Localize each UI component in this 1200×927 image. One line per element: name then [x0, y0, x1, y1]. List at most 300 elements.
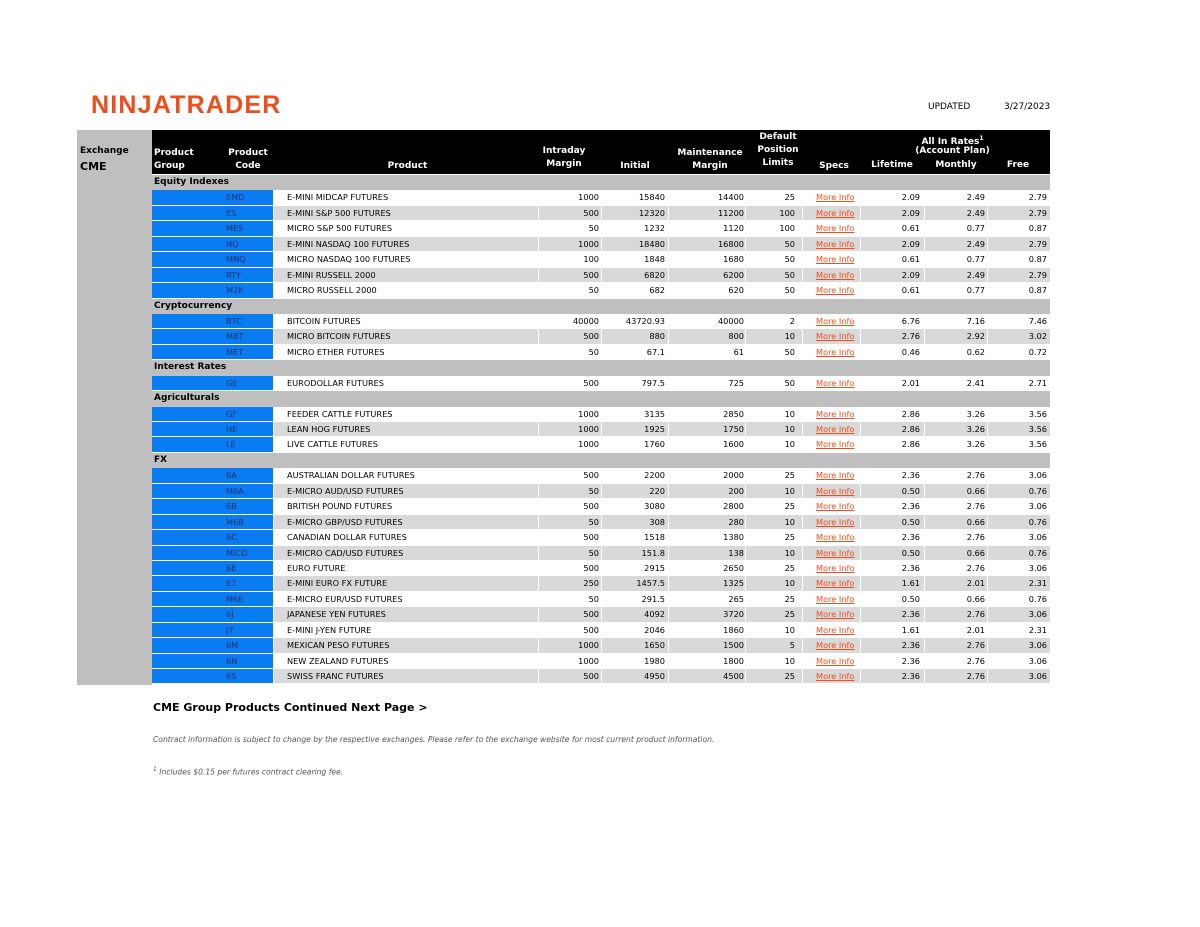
lifetime-rate-cell: 0.61 — [901, 285, 920, 296]
group-name: Cryptocurrency — [154, 300, 233, 311]
monthly-rate-cell: 2.01 — [966, 578, 985, 589]
table-row — [152, 546, 1050, 561]
column-divider — [273, 468, 274, 482]
more-info-link[interactable]: More Info — [816, 547, 855, 558]
lifetime-rate-cell: 2.36 — [901, 640, 920, 651]
position-limits-cell: 25 — [784, 671, 795, 681]
ninjatrader-logo: NINJATRADER — [91, 91, 282, 119]
lifetime-rate-cell: 0.50 — [901, 516, 920, 527]
more-info-link[interactable]: More Info — [816, 331, 855, 342]
column-divider — [802, 190, 803, 204]
maintenance-margin-cell: 61 — [733, 346, 744, 357]
product-name-cell: EURO FUTURE — [287, 562, 346, 573]
product-name-cell: E-MINI EURO FX FUTURE — [287, 578, 388, 589]
updated-date: 3/27/2023 — [1004, 102, 1051, 112]
free-rate-cell: 3.06 — [1028, 470, 1047, 481]
header-all-in-rates-sup: 1 — [979, 135, 984, 142]
more-info-link[interactable]: More Info — [816, 285, 855, 296]
product-code-cell: E7 — [226, 578, 237, 589]
column-divider — [668, 592, 669, 606]
intraday-margin-cell: 250 — [583, 578, 599, 589]
maintenance-margin-cell: 16800 — [717, 238, 744, 249]
more-info-link[interactable]: More Info — [816, 485, 855, 496]
product-code-cell: 6S — [226, 671, 237, 681]
position-limits-cell: 25 — [784, 501, 795, 512]
monthly-rate-cell: 2.76 — [966, 532, 985, 543]
column-divider — [668, 221, 669, 235]
initial-margin-cell: 1650 — [644, 640, 665, 651]
more-info-link[interactable]: More Info — [816, 671, 855, 681]
column-divider — [668, 376, 669, 390]
table-row — [152, 515, 1050, 530]
column-divider — [745, 530, 746, 544]
product-name-cell: MEXICAN PESO FUTURES — [287, 640, 390, 651]
more-info-link[interactable]: More Info — [816, 593, 855, 604]
product-code-cell: GE — [226, 377, 238, 388]
more-info-link[interactable]: More Info — [816, 223, 855, 234]
maintenance-margin-cell: 200 — [728, 485, 744, 496]
footnote-mark: 1 — [153, 766, 157, 773]
monthly-rate-cell: 2.76 — [966, 655, 985, 666]
header-default-position-limits: Default Position Limits — [757, 132, 799, 168]
column-divider — [273, 221, 274, 235]
lifetime-rate-cell: 2.36 — [901, 609, 920, 620]
column-divider — [802, 437, 803, 451]
initial-margin-cell: 4092 — [644, 609, 665, 620]
column-divider — [745, 206, 746, 220]
column-divider — [668, 669, 669, 683]
column-divider — [745, 376, 746, 390]
column-divider — [802, 638, 803, 652]
column-divider — [745, 422, 746, 436]
more-info-link[interactable]: More Info — [816, 254, 855, 265]
position-limits-cell: 50 — [784, 254, 795, 265]
maintenance-margin-cell: 1860 — [723, 624, 744, 635]
intraday-margin-cell: 500 — [583, 501, 599, 512]
product-code-cell: M6A — [226, 485, 244, 496]
column-divider — [668, 468, 669, 482]
header-product: Product — [387, 161, 428, 171]
initial-margin-cell: 6820 — [644, 269, 665, 280]
more-info-link[interactable]: More Info — [816, 609, 855, 620]
product-name-cell: EURODOLLAR FUTURES — [287, 377, 385, 388]
position-limits-cell: 25 — [784, 192, 795, 203]
maintenance-margin-cell: 6200 — [723, 269, 744, 280]
product-code-cell: RTY — [226, 269, 242, 280]
column-divider — [273, 638, 274, 652]
product-name-cell: LEAN HOG FUTURES — [287, 424, 371, 434]
initial-margin-cell: 1925 — [644, 424, 665, 434]
maintenance-margin-cell: 1750 — [723, 424, 744, 434]
maintenance-margin-cell: 800 — [728, 331, 744, 342]
maintenance-margin-cell: 11200 — [717, 207, 744, 218]
product-code-cell: 6B — [226, 501, 237, 512]
table-row — [152, 190, 1050, 205]
intraday-margin-cell: 50 — [588, 346, 599, 357]
table-row — [152, 530, 1050, 545]
column-divider — [273, 252, 274, 266]
free-rate-cell: 3.02 — [1028, 331, 1047, 342]
product-name-cell: E-MINI J-YEN FUTURE — [287, 624, 372, 635]
position-limits-cell: 10 — [784, 424, 795, 434]
column-divider — [745, 283, 746, 297]
column-divider — [668, 237, 669, 251]
product-name-cell: E-MINI MIDCAP FUTURES — [287, 192, 389, 203]
lifetime-rate-cell: 0.50 — [901, 593, 920, 604]
free-rate-cell: 0.87 — [1028, 254, 1047, 265]
column-divider — [273, 329, 274, 343]
maintenance-margin-cell: 2850 — [723, 408, 744, 419]
monthly-rate-cell: 2.01 — [966, 624, 985, 635]
product-code-cell: GF — [226, 408, 238, 419]
position-limits-cell: 50 — [784, 285, 795, 296]
column-divider — [273, 484, 274, 498]
lifetime-rate-cell: 2.36 — [901, 655, 920, 666]
column-divider — [745, 190, 746, 204]
column-divider — [273, 530, 274, 544]
position-limits-cell: 100 — [779, 223, 795, 234]
intraday-margin-cell: 500 — [583, 532, 599, 543]
more-info-link[interactable]: More Info — [816, 532, 855, 543]
position-limits-cell: 10 — [784, 624, 795, 635]
column-divider — [745, 345, 746, 359]
product-name-cell: AUSTRALIAN DOLLAR FUTURES — [287, 470, 415, 481]
intraday-margin-cell: 500 — [583, 377, 599, 388]
more-info-link[interactable]: More Info — [816, 315, 855, 326]
product-code-cell: 6M — [226, 640, 239, 651]
table-row — [152, 345, 1050, 360]
maintenance-margin-cell: 2000 — [723, 470, 744, 481]
product-name-cell: E-MICRO GBP/USD FUTURES — [287, 516, 403, 527]
position-limits-cell: 10 — [784, 655, 795, 666]
position-limits-cell: 25 — [784, 609, 795, 620]
exchange-value: CME — [80, 160, 107, 173]
column-divider — [745, 468, 746, 482]
column-divider — [668, 638, 669, 652]
initial-margin-cell: 151.8 — [641, 547, 665, 558]
product-name-cell: E-MICRO EUR/USD FUTURES — [287, 593, 403, 604]
more-info-link[interactable]: More Info — [816, 624, 855, 635]
intraday-margin-cell: 1000 — [578, 424, 599, 434]
column-divider — [273, 345, 274, 359]
column-divider — [745, 484, 746, 498]
monthly-rate-cell: 2.76 — [966, 470, 985, 481]
initial-margin-cell: 1232 — [644, 223, 665, 234]
product-name-cell: MICRO BITCOIN FUTURES — [287, 331, 391, 342]
column-divider — [668, 190, 669, 204]
column-divider — [273, 499, 274, 513]
more-info-link[interactable]: More Info — [816, 439, 855, 450]
column-divider — [745, 407, 746, 421]
column-divider — [668, 499, 669, 513]
free-rate-cell: 2.79 — [1028, 238, 1047, 249]
free-rate-cell: 7.46 — [1028, 315, 1047, 326]
product-name-cell: E-MICRO CAD/USD FUTURES — [287, 547, 404, 558]
column-divider — [273, 237, 274, 251]
position-limits-cell: 10 — [784, 408, 795, 419]
monthly-rate-cell: 2.92 — [966, 331, 985, 342]
lifetime-rate-cell: 0.61 — [901, 223, 920, 234]
column-divider — [273, 576, 274, 590]
header-product-group: Product Group — [154, 148, 194, 171]
lifetime-rate-cell: 1.61 — [901, 624, 920, 635]
monthly-rate-cell: 0.66 — [966, 593, 985, 604]
initial-margin-cell: 2200 — [644, 470, 665, 481]
column-divider — [802, 623, 803, 637]
more-info-link[interactable]: More Info — [816, 408, 855, 419]
product-name-cell: MICRO S&P 500 FUTURES — [287, 223, 393, 234]
free-rate-cell: 3.56 — [1028, 408, 1047, 419]
column-divider — [802, 221, 803, 235]
column-divider — [668, 268, 669, 282]
position-limits-cell: 10 — [784, 516, 795, 527]
column-divider — [273, 607, 274, 621]
position-limits-cell: 2 — [789, 315, 795, 326]
free-rate-cell: 2.79 — [1028, 207, 1047, 218]
table-row — [152, 607, 1050, 622]
more-info-link[interactable]: More Info — [816, 516, 855, 527]
column-divider — [802, 407, 803, 421]
maintenance-margin-cell: 1800 — [723, 655, 744, 666]
more-info-link[interactable]: More Info — [816, 562, 855, 573]
monthly-rate-cell: 0.66 — [966, 547, 985, 558]
more-info-link[interactable]: More Info — [816, 470, 855, 481]
group-name: FX — [154, 454, 168, 465]
initial-margin-cell: 291.5 — [641, 593, 665, 604]
initial-margin-cell: 3135 — [644, 408, 665, 419]
maintenance-margin-cell: 280 — [728, 516, 744, 527]
product-code-cell: MICD — [226, 547, 248, 558]
lifetime-rate-cell: 2.36 — [901, 470, 920, 481]
more-info-link[interactable]: More Info — [816, 424, 855, 434]
position-limits-cell: 25 — [784, 593, 795, 604]
product-code-cell: 6J — [226, 609, 234, 620]
more-info-link[interactable]: More Info — [816, 192, 855, 203]
column-divider — [668, 283, 669, 297]
column-divider — [668, 422, 669, 436]
lifetime-rate-cell: 0.46 — [901, 346, 920, 357]
table-row — [152, 623, 1050, 638]
free-rate-cell: 3.06 — [1028, 640, 1047, 651]
maintenance-margin-cell: 138 — [728, 547, 744, 558]
table-row — [152, 638, 1050, 653]
initial-margin-cell: 880 — [649, 331, 665, 342]
column-divider — [802, 314, 803, 328]
table-row — [152, 561, 1050, 576]
column-divider — [745, 592, 746, 606]
column-divider — [745, 221, 746, 235]
column-divider — [273, 669, 274, 683]
free-rate-cell: 3.06 — [1028, 609, 1047, 620]
free-rate-cell: 0.76 — [1028, 547, 1047, 558]
monthly-rate-cell: 2.76 — [966, 501, 985, 512]
initial-margin-cell: 4950 — [644, 671, 665, 681]
product-name-cell: LIVE CATTLE FUTURES — [287, 439, 378, 450]
column-divider — [745, 237, 746, 251]
product-name-cell: SWISS FRANC FUTURES — [287, 671, 384, 681]
intraday-margin-cell: 40000 — [572, 315, 599, 326]
product-code-cell: ES — [226, 207, 237, 218]
position-limits-cell: 10 — [784, 578, 795, 589]
column-divider — [668, 607, 669, 621]
table-row — [152, 468, 1050, 483]
column-divider — [273, 561, 274, 575]
table-row — [152, 268, 1050, 283]
product-code-cell: M6B — [226, 516, 244, 527]
column-divider — [745, 268, 746, 282]
column-divider — [745, 252, 746, 266]
column-divider — [273, 515, 274, 529]
table-row — [152, 221, 1050, 236]
lifetime-rate-cell: 2.86 — [901, 408, 920, 419]
intraday-margin-cell: 1000 — [578, 408, 599, 419]
maintenance-margin-cell: 1380 — [723, 532, 744, 543]
maintenance-margin-cell: 620 — [728, 285, 744, 296]
maintenance-margin-cell: 1680 — [723, 254, 744, 265]
table-row — [152, 422, 1050, 437]
group-name: Equity Indexes — [154, 177, 229, 187]
more-info-link[interactable]: More Info — [816, 346, 855, 357]
column-divider — [802, 206, 803, 220]
free-rate-cell: 2.71 — [1028, 377, 1047, 388]
free-rate-cell: 3.06 — [1028, 562, 1047, 573]
position-limits-cell: 10 — [784, 485, 795, 496]
more-info-link[interactable]: More Info — [816, 501, 855, 512]
column-divider — [745, 561, 746, 575]
product-name-cell: FEEDER CATTLE FUTURES — [287, 408, 393, 419]
monthly-rate-cell: 2.41 — [966, 377, 985, 388]
monthly-rate-cell: 2.76 — [966, 640, 985, 651]
table-row — [152, 499, 1050, 514]
intraday-margin-cell: 1000 — [578, 655, 599, 666]
continued-next-page: CME Group Products Continued Next Page > — [153, 701, 428, 714]
position-limits-cell: 10 — [784, 439, 795, 450]
column-divider — [668, 437, 669, 451]
group-name: Interest Rates — [154, 362, 227, 373]
header-lifetime: Lifetime — [871, 160, 913, 170]
column-divider — [273, 623, 274, 637]
column-divider — [802, 345, 803, 359]
more-info-link[interactable]: More Info — [816, 655, 855, 666]
column-divider — [273, 206, 274, 220]
table-row — [152, 592, 1050, 607]
maintenance-margin-cell: 40000 — [717, 315, 744, 326]
initial-margin-cell: 1760 — [644, 439, 665, 450]
free-rate-cell: 0.76 — [1028, 485, 1047, 496]
maintenance-margin-cell: 4500 — [723, 671, 744, 681]
free-rate-cell: 2.79 — [1028, 192, 1047, 203]
initial-margin-cell: 1980 — [644, 655, 665, 666]
table-row — [152, 329, 1050, 344]
column-divider — [802, 669, 803, 683]
position-limits-cell: 10 — [784, 547, 795, 558]
position-limits-cell: 25 — [784, 532, 795, 543]
initial-margin-cell: 1518 — [644, 532, 665, 543]
header-monthly: Monthly — [935, 160, 977, 170]
column-divider — [802, 530, 803, 544]
header-intraday-margin: Intraday Margin — [542, 146, 586, 169]
intraday-margin-cell: 500 — [583, 671, 599, 681]
initial-margin-cell: 3080 — [644, 501, 665, 512]
column-divider — [273, 283, 274, 297]
position-limits-cell: 50 — [784, 346, 795, 357]
group-row — [152, 175, 1050, 190]
header-maintenance-margin: Maintenance Margin — [677, 148, 743, 171]
free-rate-cell: 0.76 — [1028, 516, 1047, 527]
more-info-link[interactable]: More Info — [816, 238, 855, 249]
column-divider — [273, 654, 274, 668]
free-rate-cell: 3.56 — [1028, 424, 1047, 434]
column-divider — [802, 468, 803, 482]
free-rate-cell: 3.06 — [1028, 655, 1047, 666]
maintenance-margin-cell: 1600 — [723, 439, 744, 450]
product-code-cell: 6E — [226, 562, 237, 573]
monthly-rate-cell: 2.49 — [966, 269, 985, 280]
maintenance-margin-cell: 1500 — [723, 640, 744, 651]
initial-margin-cell: 1457.5 — [636, 578, 665, 589]
free-rate-cell: 3.06 — [1028, 532, 1047, 543]
intraday-margin-cell: 500 — [583, 562, 599, 573]
table-row — [152, 237, 1050, 252]
exchange-label: Exchange — [80, 146, 129, 156]
column-divider — [668, 546, 669, 560]
intraday-margin-cell: 50 — [588, 223, 599, 234]
product-name-cell: BRITISH POUND FUTURES — [287, 501, 393, 512]
column-divider — [273, 437, 274, 451]
monthly-rate-cell: 0.66 — [966, 485, 985, 496]
maintenance-margin-cell: 14400 — [717, 192, 744, 203]
column-divider — [273, 376, 274, 390]
initial-margin-cell: 15840 — [638, 192, 665, 203]
product-code-cell: LE — [226, 439, 236, 450]
product-code-cell: J7 — [226, 624, 234, 635]
monthly-rate-cell: 3.26 — [966, 408, 985, 419]
lifetime-rate-cell: 2.86 — [901, 439, 920, 450]
position-limits-cell: 25 — [784, 470, 795, 481]
column-divider — [802, 561, 803, 575]
monthly-rate-cell: 0.66 — [966, 516, 985, 527]
monthly-rate-cell: 2.49 — [966, 238, 985, 249]
more-info-link[interactable]: More Info — [816, 269, 855, 280]
column-divider — [745, 623, 746, 637]
product-code-cell: NQ — [226, 238, 239, 249]
product-name-cell: MICRO NASDAQ 100 FUTURES — [287, 254, 411, 265]
more-info-link[interactable]: More Info — [816, 640, 855, 651]
group-row — [152, 391, 1050, 406]
intraday-margin-cell: 500 — [583, 269, 599, 280]
column-divider — [802, 546, 803, 560]
group-row — [152, 453, 1050, 468]
more-info-link[interactable]: More Info — [816, 207, 855, 218]
lifetime-rate-cell: 2.09 — [901, 207, 920, 218]
free-rate-cell: 0.72 — [1028, 346, 1047, 357]
column-divider — [802, 607, 803, 621]
column-divider — [745, 437, 746, 451]
column-divider — [668, 515, 669, 529]
more-info-link[interactable]: More Info — [816, 377, 855, 388]
column-divider — [668, 530, 669, 544]
intraday-margin-cell: 500 — [583, 207, 599, 218]
exchange-column — [77, 130, 152, 685]
column-divider — [273, 592, 274, 606]
more-info-link[interactable]: More Info — [816, 578, 855, 589]
monthly-rate-cell: 0.77 — [966, 223, 985, 234]
free-rate-cell: 0.87 — [1028, 223, 1047, 234]
product-code-cell: 6A — [226, 470, 237, 481]
monthly-rate-cell: 0.62 — [966, 346, 985, 357]
table-row — [152, 283, 1050, 298]
header-initial-margin: Initial — [620, 161, 650, 171]
